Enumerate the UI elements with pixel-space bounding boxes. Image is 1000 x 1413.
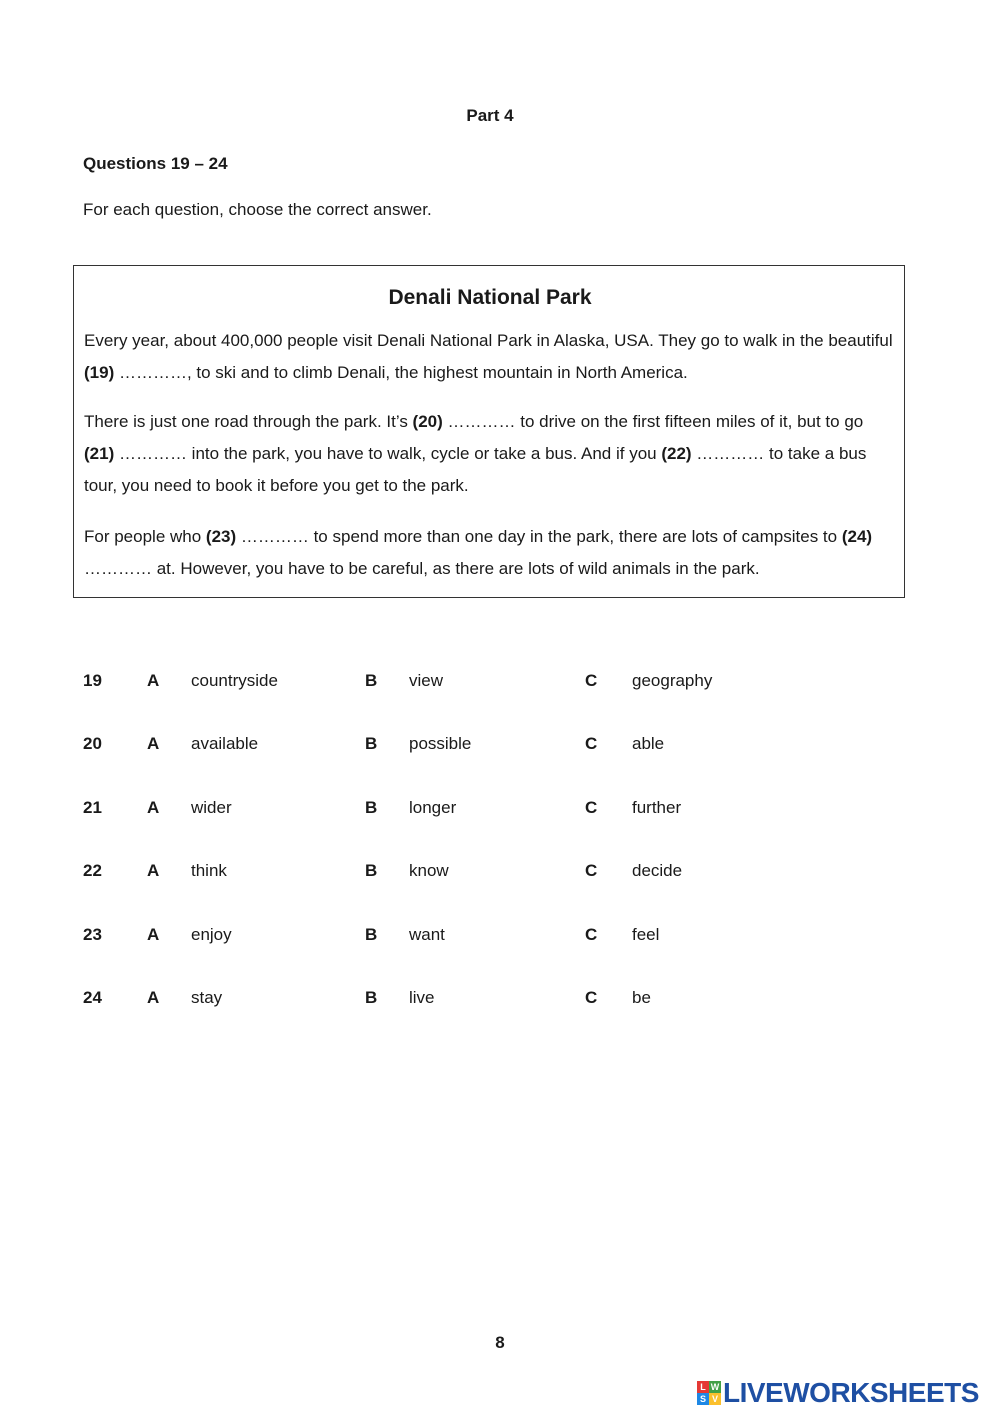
liveworksheets-logo-text: LIVEWORKSHEETS (723, 1377, 979, 1408)
liveworksheets-logo-icon (697, 1381, 721, 1405)
passage-text: ………… into the park, you have to walk, cycle or take a bus. And if you (114, 444, 662, 463)
option-b-text[interactable]: live (409, 988, 435, 1007)
passage-text: ………… to take a bus tour, you need to book it before you get to the park. (84, 444, 867, 495)
option-b-letter: B (365, 798, 378, 817)
option-a-letter: A (147, 671, 160, 690)
option-a-letter: A (147, 798, 160, 817)
gap-20: (20) (412, 412, 443, 431)
option-b-text[interactable]: want (409, 925, 445, 944)
option-a-text[interactable]: stay (191, 988, 223, 1007)
question-row-19 (0, 671, 1000, 701)
passage-paragraph-1 (84, 325, 896, 389)
question-number: 23 (83, 925, 102, 944)
logo-icon-cell: S (697, 1393, 709, 1405)
option-c-text[interactable]: geography (632, 671, 713, 690)
option-b-text[interactable]: possible (409, 734, 472, 753)
option-a-letter: A (147, 988, 160, 1007)
question-row-21 (0, 798, 1000, 828)
questions-heading: Questions 19 – 24 (83, 154, 228, 173)
gap-22: (22) (661, 444, 692, 463)
question-number: 21 (83, 798, 102, 817)
question-row-24 (0, 988, 1000, 1018)
passage-box (73, 265, 905, 598)
question-row-23 (0, 925, 1000, 955)
option-b-text[interactable]: view (409, 671, 444, 690)
option-c-text[interactable]: decide (632, 861, 683, 880)
option-c-letter: C (585, 861, 598, 880)
liveworksheets-logo[interactable] (697, 1378, 979, 1408)
question-row-20 (0, 734, 1000, 764)
option-b-letter: B (365, 925, 378, 944)
part-title: Part 4 (466, 106, 514, 125)
question-row-22 (0, 861, 1000, 891)
option-c-letter: C (585, 734, 598, 753)
option-c-letter: C (585, 988, 598, 1007)
option-a-text[interactable]: wider (191, 798, 232, 817)
option-b-letter: B (365, 988, 378, 1007)
question-number: 24 (83, 988, 102, 1007)
option-c-text[interactable]: feel (632, 925, 660, 944)
passage-text: ………… to drive on the first fifteen miles of it, but to go (442, 412, 864, 431)
passage-paragraph-2 (84, 406, 896, 502)
passage-text: ………… to spend more than one day in the park, there are lots of campsites to (236, 527, 842, 546)
question-number: 19 (83, 671, 102, 690)
logo-icon-cell: W (710, 1382, 720, 1392)
passage-paragraph-3 (84, 521, 896, 585)
option-a-text[interactable]: available (191, 734, 259, 753)
passage-text: ………… at. However, you have to be careful, as there are lots of wild animals in the park. (84, 559, 760, 578)
option-a-text[interactable]: think (191, 861, 227, 880)
option-c-letter: C (585, 798, 598, 817)
passage-text: …………, to ski and to climb Denali, the highest mountain in North America. (114, 363, 688, 382)
option-b-text[interactable]: longer (409, 798, 457, 817)
option-b-letter: B (365, 671, 378, 690)
option-b-letter: B (365, 734, 378, 753)
option-c-text[interactable]: able (632, 734, 665, 753)
option-b-text[interactable]: know (409, 861, 449, 880)
logo-icon-cell: L (697, 1381, 709, 1393)
gap-24: (24) (841, 527, 873, 546)
option-c-letter: C (585, 925, 598, 944)
option-a-text[interactable]: enjoy (191, 925, 232, 944)
option-c-letter: C (585, 671, 598, 690)
gap-23: (23) (205, 527, 237, 546)
page-number: 8 (495, 1333, 505, 1352)
question-number: 22 (83, 861, 102, 880)
passage-text: Every year, about 400,000 people visit Denali National Park in Alaska, USA. They go to walk in the beautiful (84, 331, 893, 350)
option-b-letter: B (365, 861, 378, 880)
logo-icon-cell: V (709, 1393, 721, 1405)
passage-title: Denali National Park (388, 286, 592, 309)
option-a-text[interactable]: countryside (191, 671, 278, 690)
option-a-letter: A (147, 925, 160, 944)
option-c-text[interactable]: be (632, 988, 651, 1007)
instruction-text: For each question, choose the correct answer. (83, 200, 432, 219)
gap-19: (19) (84, 363, 115, 382)
option-c-text[interactable]: further (632, 798, 682, 817)
question-number: 20 (83, 734, 102, 753)
passage-text: There is just one road through the park. It’s (84, 412, 413, 431)
option-a-letter: A (147, 734, 160, 753)
passage-text: For people who (84, 527, 206, 546)
gap-21: (21) (84, 444, 115, 463)
option-a-letter: A (147, 861, 160, 880)
